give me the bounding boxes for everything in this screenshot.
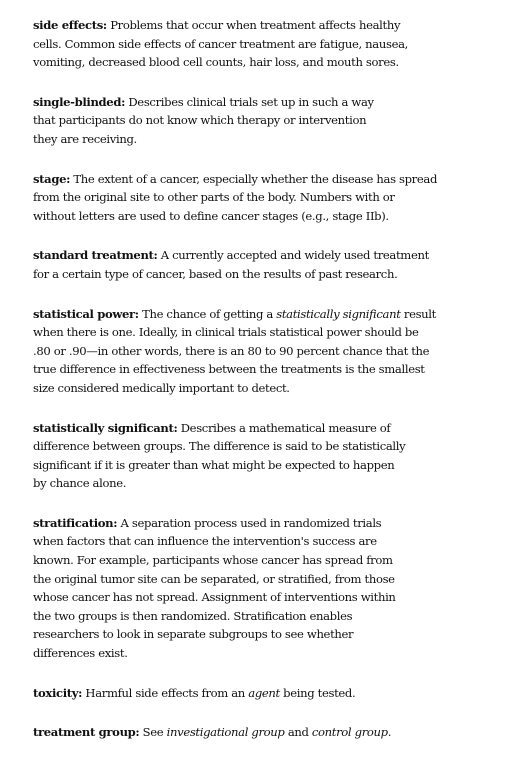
- definition-text: researchers to look in separate subgroups to see whether: [33, 627, 354, 642]
- entry-line: [33, 456, 503, 475]
- glossary-term: statistical power:: [33, 306, 139, 321]
- entry-line: [33, 551, 503, 570]
- entry-line: [33, 188, 503, 207]
- glossary-term: statistically significant:: [33, 420, 178, 435]
- entry-line: [33, 684, 503, 703]
- entry-line: [33, 53, 503, 72]
- entry-line: [33, 532, 503, 551]
- definition-text: size considered medically important to detect.: [33, 380, 290, 395]
- definition-text: known. For example, participants whose cancer has spread from: [33, 553, 393, 568]
- glossary-term: single-blinded:: [33, 94, 126, 109]
- definition-text: Describes clinical trials set up in such a way: [125, 94, 374, 109]
- glossary-term: side effects:: [33, 18, 107, 32]
- entry-line: [33, 437, 503, 456]
- definition-text: true difference in effectiveness between the treatments is the smallest: [33, 362, 425, 377]
- glossary-term: standard treatment:: [33, 248, 158, 263]
- definition-text: when factors that can influence the intervention's success are: [33, 534, 377, 549]
- definition-text: the original tumor site can be separated, or stratified, from those: [33, 571, 395, 586]
- glossary-entry: [33, 170, 503, 226]
- definition-text: See: [139, 725, 167, 740]
- italic-reference: control group: [311, 725, 388, 740]
- definition-text: Problems that occur when treatment affects healthy: [106, 18, 401, 32]
- definition-text: vomiting, decreased blood cell counts, hair loss, and mouth sores.: [33, 55, 399, 70]
- entry-line: [33, 419, 503, 438]
- italic-reference: investigational group: [166, 725, 285, 740]
- entry-line: [33, 323, 503, 342]
- definition-text: that participants do not know which therapy or intervention: [33, 113, 367, 128]
- glossary-page: [33, 16, 503, 763]
- entry-line: [33, 588, 503, 607]
- definition-text: significant if it is greater than what might be expected to happen: [33, 457, 395, 472]
- entry-line: [33, 170, 503, 189]
- glossary-term: toxicity:: [33, 685, 83, 700]
- definition-text: Harmful side effects from an: [82, 685, 249, 700]
- definition-text: without letters are used to define cancer stages (e.g., stage IIb).: [33, 208, 389, 223]
- glossary-entry: [33, 684, 503, 703]
- definition-text: they are receiving.: [33, 131, 137, 146]
- glossary-entry: [33, 16, 503, 72]
- glossary-entry: [33, 246, 503, 283]
- entry-line: [33, 625, 503, 644]
- entry-line: [33, 111, 503, 130]
- italic-reference: statistically significant: [276, 306, 401, 321]
- entry-line: [33, 35, 503, 54]
- glossary-entry: [33, 419, 503, 493]
- entry-line: [33, 130, 503, 149]
- glossary-entry: [33, 305, 503, 398]
- entry-line: [33, 342, 503, 361]
- definition-text: the two groups is then randomized. Stratification enables: [33, 608, 353, 623]
- definition-text: Describes a mathematical measure of: [177, 420, 391, 435]
- glossary-term: stage:: [33, 171, 71, 186]
- definition-text: by chance alone.: [33, 476, 127, 491]
- entry-line: [33, 607, 503, 626]
- definition-text: The chance of getting a: [138, 306, 277, 321]
- glossary-term: stratification:: [33, 515, 118, 530]
- definition-text: .80 or .90—in other words, there is an 80 to 90 percent chance that the: [33, 343, 430, 358]
- entry-line: [33, 644, 503, 663]
- definition-text: from the original site to other parts of the body. Numbers with or: [33, 190, 395, 205]
- entry-line: [33, 93, 503, 112]
- definition-text: being tested.: [279, 685, 356, 700]
- definition-text: difference between groups. The difference is said to be statistically: [33, 439, 406, 454]
- definition-text: differences exist.: [33, 646, 128, 661]
- entry-line: [33, 360, 503, 379]
- entry-line: [33, 474, 503, 493]
- definition-text: The extent of a cancer, especially whether the disease has spread: [70, 171, 438, 186]
- glossary-entry: [33, 723, 503, 742]
- entry-line: [33, 305, 503, 324]
- glossary-term: treatment group:: [33, 725, 140, 740]
- entry-line: [33, 514, 503, 533]
- definition-text: and: [284, 725, 312, 740]
- entry-line: [33, 246, 503, 265]
- definition-text: whose cancer has not spread. Assignment of interventions within: [33, 590, 396, 605]
- glossary-entry: [33, 93, 503, 149]
- definition-text: A separation process used in randomized trials: [117, 515, 382, 530]
- definition-text: result: [400, 306, 436, 321]
- definition-text: for a certain type of cancer, based on the results of past research.: [33, 266, 398, 281]
- definition-text: cells. Common side effects of cancer treatment are fatigue, nausea,: [33, 36, 408, 51]
- entry-line: [33, 379, 503, 398]
- definition-text: .: [387, 725, 392, 740]
- italic-reference: agent: [248, 685, 280, 700]
- definition-text: when there is one. Ideally, in clinical trials statistical power should be: [33, 325, 419, 340]
- definition-text: A currently accepted and widely used treatment: [157, 248, 429, 263]
- entry-line: [33, 16, 503, 35]
- entry-line: [33, 570, 503, 589]
- glossary-entry: [33, 514, 503, 663]
- entry-line: [33, 207, 503, 226]
- entry-line: [33, 265, 503, 284]
- entry-line: [33, 723, 503, 742]
